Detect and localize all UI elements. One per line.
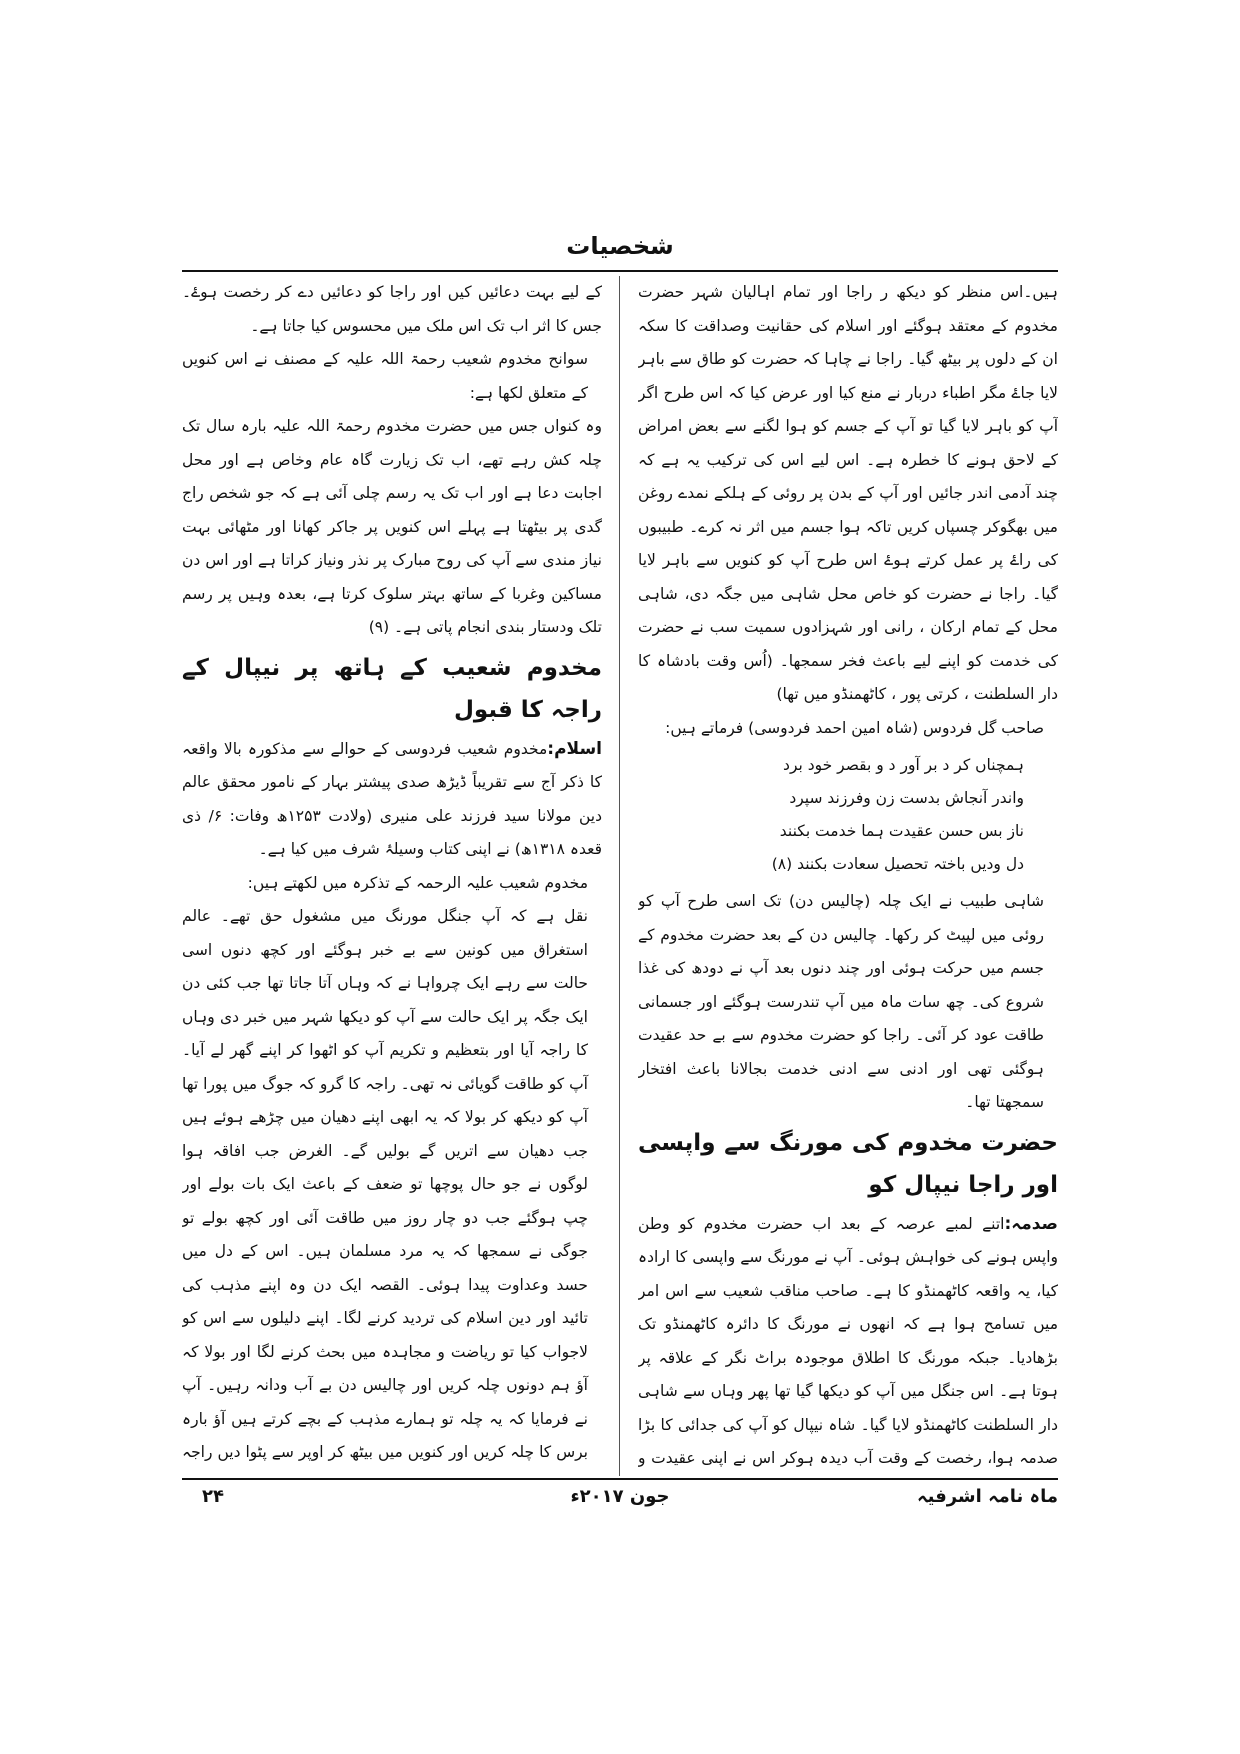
right-column [638, 276, 1058, 1476]
section-heading: حضرت مخدوم کی مورنگ سے واپسی اور راجا نیپال کو [638, 1129, 1058, 1198]
page-footer [182, 1486, 1058, 1526]
poem-line: واندر آنجاش بدست زن وفرزند سپرد [789, 789, 1024, 807]
header-rule [182, 270, 1058, 272]
left-column [182, 276, 602, 1476]
paragraph: شاہی طبیب نے ایک چلہ (چالیس دن) تک اسی طرح آپ کو روئی میں لپیٹ کر رکھا۔ چالیس دن کے بعد حضرت مخدوم کے جسم میں حرکت ہوئی اور چند دنوں بعد آپ نے دودھ کی غذا شروع کی۔ چھ سات ماہ میں آپ تندرست ہوگئے اور جسمانی طاقت عود کر آئی۔ راجا کو حضرت مخدوم سے بے حد عقیدت ہوگئی تھی اور ادنی سے ادنی خدمت بجالانا باعث افتخار سمجھتا تھا۔ [638, 892, 1044, 1111]
page-number: ۲۴ [202, 1486, 224, 1507]
poem-line: ناز بس حسن عقیدت ہما خدمت بکنند [779, 822, 1024, 840]
section-lead: اسلام: [547, 738, 602, 759]
paragraph: نقل ہے کہ آپ جنگل مورنگ میں مشغول حق تھے۔ عالم استغراق میں کونین سے بے خبر ہوگئے اور کچھ دنوں اسی حالت سے رہے ایک چرواہا نے کہ وہاں آتا جاتا تھا جب کئی دن ایک جگہ پر ایک حالت سے آپ کو دیکھا شہر میں خبر دی وہاں کا راجہ آیا اور بتعظیم و تکریم آپ کو اٹھوا کر اپنے گھر لے آیا۔ آپ کو طاقت گویائی نہ تھی۔ راجہ کا گرو کہ جوگ میں پورا تھا آپ کو دیکھ کر بولا کہ یہ ابھی اپنے دھیان میں چڑھے ہوئے ہیں جب دھیان سے اتریں گے بولیں گے۔ الغرض جب افاقہ ہوا لوگوں نے جو حال پوچھا تو ضعف کے باعث ایک بات بولے اور چپ ہوگئے جب دو چار روز میں طاقت آئی اور کچھ بولے تو جوگی نے سمجھا کہ یہ مرد مسلمان ہیں۔ اس کے دل میں حسد وعداوت پیدا ہوئی۔ القصہ ایک دن وہ اپنے مذہب کی تائید اور دین اسلام کی تردید کرنے لگا۔ اپنے دلیلوں سے اس کو لاجواب کیا تو ریاضت و مجاہدہ میں بحث کرنے لگا اور بولا کہ آؤ ہم دونوں چلہ کریں اور چالیس دن بے آب ودانہ رہیں۔ آپ نے فرمایا کہ یہ چلہ تو ہمارے مذہب کے بچے کرتے ہیں آؤ بارہ برس کا چلہ کریں اور کنویں میں بیٹھ کر اوپر سے پٹوا دیں راجہ [182, 907, 588, 1461]
subheading: مخدوم شعیب علیہ الرحمہ کے تذکرہ میں لکھتے ہیں: [247, 873, 588, 892]
page-header-title: شخصیات [566, 232, 674, 260]
section-text: اتنے لمبے عرصہ کے بعد اب حضرت مخدوم کو وطن واپس ہونے کی خواہش ہوئی۔ آپ نے مورنگ سے واپسی کا ارادہ کیا، یہ واقعہ کاٹھمنڈو کا ہے۔ صاحب مناقب شعیب سے اس امر میں تسامح ہوا ہے کہ انھوں نے مورنگ کا دائرہ کاٹھمنڈو تک بڑھادیا۔ جبکہ مورنگ کا اطلاق موجودہ براٹ نگر کے علاقہ پر ہوتا ہے۔ اس جنگل میں آپ کو دیکھا گیا تھا پھر وہاں سے شاہی دار السلطنت کاٹھمنڈو لایا گیا۔ شاہ نیپال کو آپ کی جدائی کا بڑا صدمہ ہوا، رخصت کے وقت آب دیدہ ہوکر اس نے اپنی عقیدت و [638, 1214, 1058, 1467]
paragraph [638, 1208, 1058, 1477]
column-divider [619, 276, 620, 1476]
paragraph: سوانح مخدوم شعیب رحمۃ اللہ علیہ کے مصنف نے اس کنویں کے متعلق لکھا ہے: [182, 350, 588, 402]
paragraph: کے لیے بہت دعائیں کیں اور راجا کو دعائیں دے کر رخصت ہوۓ۔ جس کا اثر اب تک اس ملک میں محسوس کیا جاتا ہے۔ [182, 283, 602, 335]
magazine-name: ماہ نامہ اشرفیہ [917, 1486, 1058, 1507]
quoted-paragraph: وہ کنواں جس میں حضرت مخدوم رحمۃ اللہ علیہ بارہ سال تک چلہ کش رہے تھے، اب تک زیارت گاہ عام وخاص ہے اور محل اجابت دعا ہے اور اب تک یہ رسم چلی آئی ہے کہ جو شخص راج گدی پر بیٹھتا ہے پہلے اس کنویں پر جاکر کھانا اور مٹھائی بہت نیاز مندی سے آپ کی روح مبارک پر نذر ونیاز کراتا ہے اور اس دن مساکین وغربا کے ساتھ بہتر سلوک کرتا ہے، بعدہ وہیں پر رسم تلک ودستار بندی انجام پاتی ہے۔ (۹) [182, 417, 602, 636]
section-heading: مخدوم شعیب کے ہاتھ پر نیپال کے راجہ کا قبول [182, 654, 602, 723]
paragraph: صاحب گل فردوس (شاہ امین احمد فردوسی) فرماتے ہیں: [665, 718, 1044, 737]
paragraph: ہیں۔اس منظر کو دیکھ ر راجا اور تمام اہالیان شہر حضرت مخدوم کے معتقد ہوگئے اور اسلام کی حقانیت وصداقت کا سکہ ان کے دلوں پر بیٹھ گیا۔ راجا نے چاہا کہ حضرت کو طاق سے باہر لایا جاۓ مگر اطباء دربار نے منع کیا اور عرض کیا کہ اس طرح اگر آپ کو باہر لایا گیا تو آپ کے جسم کو ہوا لگنے سے بعض امراض کے لاحق ہونے کا خطرہ ہے۔ اس لیے اس کی ترکیب یہ ہے کہ چند آدمی اندر جائیں اور آپ کے بدن پر روئی کے ہلکے نمدے روغن میں بھگوکر چسپاں کریں تاکہ ہوا جسم میں اثر نہ کرے۔ طبیبوں کی راۓ پر عمل کرتے ہوۓ اس طرح آپ کو کنویں سے باہر لایا گیا۔ راجا نے حضرت کو خاص محل شاہی میں جگہ دی، شاہی محل کے تمام ارکان ، رانی اور شہزادوں سمیت سب نے حضرت کی خدمت کو اپنے لیے باعث فخر سمجھا۔ (اُس وقت بادشاہ کا دار السلطنت ، کرتی پور ، کاٹھمنڈو میں تھا) [638, 283, 1058, 703]
section-lead: صدمہ: [1004, 1213, 1058, 1234]
poem-line: دل ودیں باختہ تحصیل سعادت بکنند (۸) [771, 855, 1024, 873]
footer-rule [182, 1478, 1058, 1480]
paragraph [182, 733, 602, 867]
issue-date: جون ۲۰۱۷ء [570, 1486, 670, 1507]
section-text: مخدوم شعیب فردوسی کے حوالے سے مذکورہ بالا واقعہ کا ذکر آج سے تقریباً ڈیڑھ صدی پیشتر بہار کے نامور محقق عالم دین مولانا سید فرزند علی منیری (ولادت ۱۲۵۳ھ وفات: ۶/ ذی قعدہ ۱۳۱۸ھ) نے اپنی کتاب وسیلۂ شرف میں کیا ہے۔ [182, 739, 602, 858]
poem-line: ہمچناں کر د بر آور د و بقصر خود برد [783, 756, 1024, 774]
persian-poem [638, 749, 1058, 881]
